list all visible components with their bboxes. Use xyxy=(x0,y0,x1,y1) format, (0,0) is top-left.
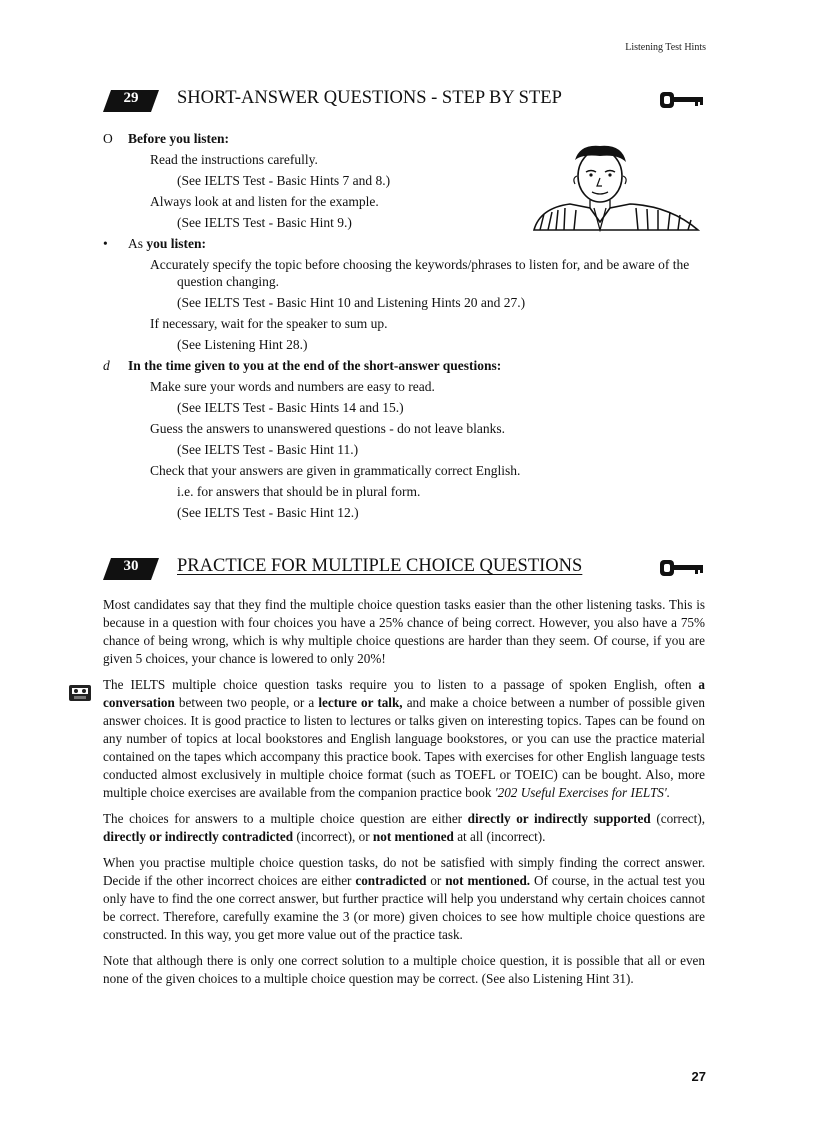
text-run: at all (incorrect). xyxy=(453,829,546,844)
page-number: 27 xyxy=(691,1069,706,1084)
outline-item: Accurately specify the topic before choosing the keywords/phrases to listen for, and be aware of the question changing. xyxy=(150,257,690,289)
hint-29-outline xyxy=(103,128,713,523)
section-bullet: • xyxy=(103,236,108,251)
italic-run: '202 Useful Exercises for IELTS'. xyxy=(494,785,671,800)
bold-run: not mentioned. xyxy=(445,873,531,888)
hint-30-body xyxy=(103,596,705,996)
section-as-you-listen xyxy=(103,233,713,254)
section-bullet: O xyxy=(103,131,113,146)
outline-reference: (See IELTS Test - Basic Hints 14 and 15.) xyxy=(177,400,404,415)
section-heading: Before you listen: xyxy=(128,131,229,146)
paragraph-4 xyxy=(103,854,705,944)
bold-run: lecture or talk, xyxy=(318,695,403,710)
section-bullet: d xyxy=(103,358,110,373)
hint-30-number: 30 xyxy=(123,558,139,574)
section-heading xyxy=(128,233,713,254)
text-run: Of course, in the actual test you only have to find the one correct answer, but further practice will help you understand why certain choices cannot be correct. Therefore, carefully examine the 3 (or more) given choices to see how multiple choice questions are constructed. In this way, you get more value out of the practice task. xyxy=(103,873,705,942)
hint-29-header xyxy=(103,88,713,118)
section-heading-prefix: As xyxy=(128,236,147,251)
text-run: The choices for answers to a multiple choice question are either xyxy=(103,811,468,826)
hint-30-header xyxy=(103,556,713,586)
outline-reference: i.e. for answers that should be in plural form. xyxy=(177,484,421,499)
outline-item: Read the instructions carefully. xyxy=(150,152,318,167)
cassette-tape-icon xyxy=(68,684,92,702)
text-run: and make a choice between a number of possible given answer choices. It is good practice to listen to lectures or talks given on interesting topics. Tapes can be found on any number of topics at local bookstores and English language bookstores, or you can use the practice material contained on the tapes which accompany this practice book. Tapes with exercises for other English language tests conducted almost exclusively in multiple choice format (such as TOEFL or TOEIC) can be bought. Also, more multiple choice exercises are available from the companion practice book xyxy=(103,695,705,800)
paragraph-2 xyxy=(103,676,705,802)
section-before-listen xyxy=(103,128,713,149)
paragraph-5: Note that although there is only one correct solution to a multiple choice question, it is possible that all or even none of the given choices to a multiple choice question may be correct. (See also Listening Hint 31). xyxy=(103,953,705,986)
outline-item: Make sure your words and numbers are easy to read. xyxy=(150,379,435,394)
bold-run: a conversation xyxy=(103,677,705,710)
key-icon xyxy=(659,90,705,110)
bold-run: not mentioned xyxy=(372,829,454,844)
bold-run: directly or indirectly contradicted xyxy=(103,829,294,844)
text-run: (incorrect), or xyxy=(293,829,373,844)
bold-run: contradicted xyxy=(355,873,427,888)
outline-reference: (See IELTS Test - Basic Hints 7 and 8.) xyxy=(177,173,391,188)
outline-item: Check that your answers are given in grammatically correct English. xyxy=(150,463,521,478)
hint-30-title: PRACTICE FOR MULTIPLE CHOICE QUESTIONS xyxy=(177,556,583,576)
outline-item: If necessary, wait for the speaker to sum up. xyxy=(150,316,388,331)
section-heading-bold: you listen: xyxy=(146,236,207,251)
paragraph-1: Most candidates say that they find the multiple choice question tasks easier than the other listening tasks. This is because in a question with four choices you have a 25% chance of being correct. However, you also have a 75% chance of being wrong, which is why multiple choice questions are harder than they seem. Of course, if you are given 5 choices, your chance is lowered to only 20%! xyxy=(103,597,705,666)
hint-29-number: 29 xyxy=(123,90,139,106)
outline-reference: (See Listening Hint 28.) xyxy=(177,337,308,352)
outline-reference: (See IELTS Test - Basic Hint 9.) xyxy=(177,215,352,230)
hint-29-title: SHORT-ANSWER QUESTIONS - STEP BY STEP xyxy=(177,88,562,108)
outline-reference: (See IELTS Test - Basic Hint 10 and Listening Hints 20 and 27.) xyxy=(177,295,526,310)
outline-item: Always look at and listen for the example. xyxy=(150,194,379,209)
text-run: When you practise multiple choice question tasks, do not be satisfied with simply finding the correct answer. Decide if the other incorrect choices are either xyxy=(103,855,705,888)
key-icon xyxy=(659,558,705,578)
text-run: or xyxy=(426,873,446,888)
text-run: (correct), xyxy=(650,811,706,826)
section-end-of-questions xyxy=(103,355,713,376)
outline-item: Guess the answers to unanswered questions - do not leave blanks. xyxy=(150,421,506,436)
running-head: Listening Test Hints xyxy=(625,42,706,53)
text-run: The IELTS multiple choice question tasks require you to listen to a passage of spoken English, often xyxy=(103,677,699,692)
outline-reference: (See IELTS Test - Basic Hint 12.) xyxy=(177,505,359,520)
outline-reference: (See IELTS Test - Basic Hint 11.) xyxy=(177,442,359,457)
paragraph-3 xyxy=(103,810,705,846)
section-heading: In the time given to you at the end of the short-answer questions: xyxy=(128,358,502,373)
text-run: between two people, or a xyxy=(174,695,319,710)
bold-run: directly or indirectly supported xyxy=(467,811,651,826)
